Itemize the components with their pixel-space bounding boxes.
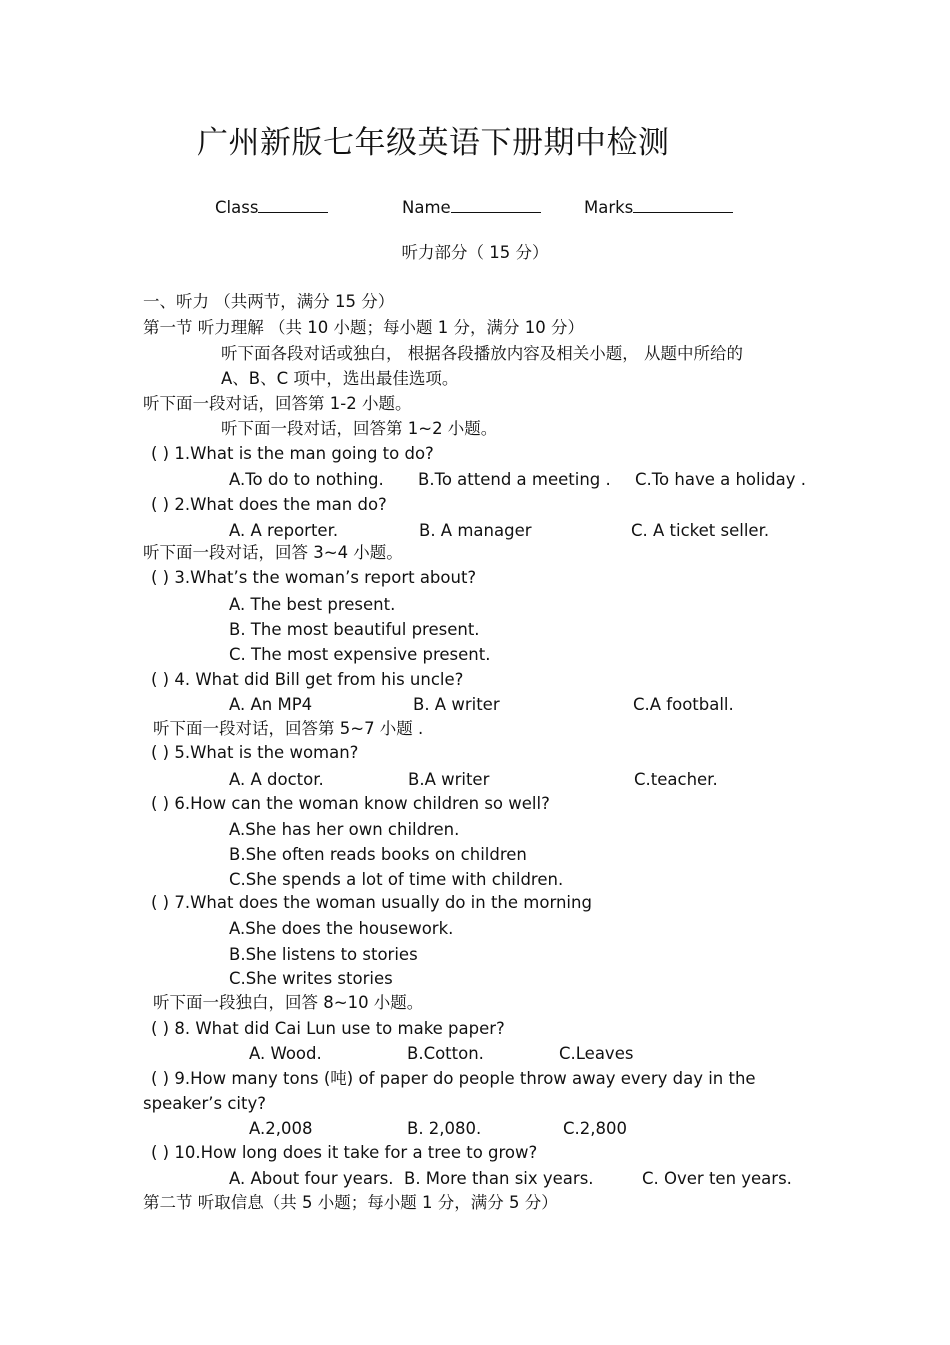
text-line: 听下面一段对话，回答 3~4 小题。 [143,543,403,562]
text-line: ( ) 9.How many tons (吨) of paper do people throw away every day in the [151,1069,756,1088]
text-line: A.2,008 [249,1119,313,1138]
text-line: 听下面一段对话，回答第 1~2 小题。 [221,419,498,438]
text-line: A.To do to nothing. [229,470,384,489]
text-line: speaker’s city? [143,1094,266,1113]
text-line: 第二节 听取信息（共 5 小题；每小题 1 分，满分 5 分） [143,1193,558,1212]
text-line: A. Wood. [249,1044,322,1063]
text-line: A.She does the housework. [229,919,454,938]
text-line: 听下面各段对话或独白， 根据各段播放内容及相关小题， 从题中所给的 [221,344,743,363]
class-label: Class [215,198,259,217]
text-line: 听下面一段独白，回答 8~10 小题。 [153,993,424,1012]
text-line: 听下面一段对话，回答第 1-2 小题。 [143,394,412,413]
text-line: ( ) 1.What is the man going to do? [151,444,434,463]
text-line: B. More than six years. [404,1169,594,1188]
text-line: B.A writer [408,770,490,789]
text-line: B.To attend a meeting . [418,470,611,489]
text-line: A. The best present. [229,595,396,614]
name-label: Name [402,198,451,217]
marks-label: Marks [584,198,634,217]
class-blank [258,197,328,213]
text-line: B. 2,080. [407,1119,482,1138]
text-line: 听下面一段对话，回答第 5~7 小题 . [153,719,424,738]
text-line: C.Leaves [559,1044,634,1063]
text-line: C.She writes stories [229,969,393,988]
text-line: C.She spends a lot of time with children. [229,870,564,889]
text-line: B. The most beautiful present. [229,620,480,639]
text-line: B. A manager [419,521,532,540]
section-title: 听力部分（ 15 分） [401,243,549,262]
page-title: 广州新版七年级英语下册期中检测 [197,125,670,161]
text-line: ( ) 7.What does the woman usually do in the morning [151,893,592,912]
text-line: B.She often reads books on children [229,845,527,864]
text-line: 一、听力 （共两节，满分 15 分） [143,292,395,311]
text-line: ( ) 10.How long does it take for a tree to grow? [151,1143,538,1162]
text-line: C. A ticket seller. [631,521,770,540]
text-line: ( ) 5.What is the woman? [151,743,359,762]
text-line: B. A writer [413,695,500,714]
text-line: C.To have a holiday . [635,470,807,489]
text-line: ( ) 3.What’s the woman’s report about? [151,568,477,587]
text-line: A. An MP4 [229,695,313,714]
text-line: ( ) 6.How can the woman know children so well? [151,794,550,813]
text-line: C. Over ten years. [642,1169,792,1188]
text-line: ( ) 2.What does the man do? [151,495,387,514]
text-line: C.teacher. [634,770,718,789]
text-line: C.A football. [633,695,734,714]
text-line: 第一节 听力理解 （共 10 小题；每小题 1 分，满分 10 分） [143,318,584,337]
text-line: ( ) 4. What did Bill get from his uncle? [151,670,464,689]
marks-blank [633,197,733,213]
text-line: A、B、C 项中，选出最佳选项。 [221,369,459,388]
text-line: C. The most expensive present. [229,645,491,664]
text-line: ( ) 8. What did Cai Lun use to make paper? [151,1019,505,1038]
text-line: A. About four years. [229,1169,394,1188]
name-field [402,197,541,217]
text-line: A. A doctor. [229,770,324,789]
text-line: A.She has her own children. [229,820,460,839]
class-field [215,197,328,217]
marks-field [584,197,733,217]
text-line: B.Cotton. [407,1044,484,1063]
name-blank [451,197,541,213]
text-line: B.She listens to stories [229,945,418,964]
text-line: A. A reporter. [229,521,339,540]
text-line: C.2,800 [563,1119,628,1138]
